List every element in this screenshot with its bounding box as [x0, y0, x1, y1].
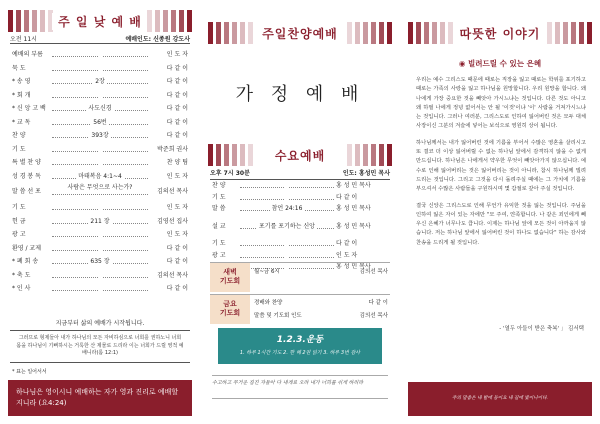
- evening-service-panel: [200, 0, 400, 424]
- order-row: [10, 170, 190, 184]
- wednesday-person: 다 같 이: [336, 240, 358, 247]
- dawn-prayer-tag: [210, 263, 250, 292]
- order-detail: [52, 89, 148, 103]
- order-row: [10, 48, 190, 62]
- order-detail: 56번: [93, 118, 107, 126]
- order-row: [10, 255, 190, 269]
- order-row: [10, 143, 190, 157]
- order-row: [10, 62, 190, 76]
- order-item: 광 고: [12, 231, 26, 238]
- order-row: [10, 75, 190, 89]
- order-detail: [52, 48, 148, 62]
- wednesday-item: 찬 양: [212, 182, 226, 189]
- friday-leader-2: 김의선 목사: [359, 313, 388, 319]
- dawn-line: [254, 266, 388, 278]
- wednesday-person: 홍 성 민 목사: [336, 222, 371, 230]
- order-detail: [52, 228, 148, 242]
- order-item: * 교 독: [12, 118, 31, 126]
- wednesday-person: 인 도 자: [336, 251, 358, 259]
- standing-note: * 표는 일어서서: [12, 369, 47, 375]
- wednesday-row: [210, 221, 390, 233]
- order-item: 묵 도: [12, 64, 26, 72]
- wednesday-item: 설 교: [212, 222, 226, 230]
- order-person: 인 도 자: [166, 51, 188, 58]
- sunday-service-title: 주 일 낮 예 배: [52, 13, 148, 30]
- dawn-tag-line2: 기도회: [219, 277, 241, 285]
- order-person: 김의선 목사: [157, 188, 188, 195]
- friday-line-2: [254, 310, 388, 322]
- story-body: [416, 76, 586, 255]
- order-detail: 마태복음 4:1~4: [78, 172, 122, 180]
- friday-prayer-tag: [210, 295, 250, 324]
- order-row: [10, 116, 190, 130]
- order-detail: 635 장: [90, 258, 110, 265]
- order-person: 다 같 이: [166, 91, 188, 99]
- wednesday-meta: [210, 168, 390, 180]
- story-heading-text: 빌려드릴 수 있는 은혜: [468, 59, 542, 68]
- wednesday-item: 기 도: [212, 240, 226, 247]
- bullet-icon: ◉: [458, 59, 469, 68]
- order-person: 다 같 이: [166, 285, 188, 292]
- order-person: 김영선 집사: [157, 217, 188, 225]
- order-detail: 사람은 무엇으로 사는가?: [67, 184, 133, 191]
- footer-verse-bar-right: 주의 말씀은 내 발에 등이요 내 길에 빛이니이다.: [408, 382, 592, 416]
- order-item: * 인 사: [12, 285, 31, 292]
- story-paragraph: 결국 신앙은 그리스도로 인해 무언가 유익한 것을 잃는 것입니다. 주님을 인하여 잃은 자이 있는 자에만 "모 주여, 얀족합니다. 나 같은 죄인에게 빼우신 은혜가 너무나도 큽니다. 이제는 하나님 앞에 모든 것이 아까웁지 않습니다. 저는 하나님 앞에서 잃어버린 것이 하나도 없습니다" 하는 감사와 찬송을 드리게 될 것입니다.: [416, 202, 586, 246]
- evening-service-title: 주일찬양예배: [256, 25, 344, 42]
- wednesday-person: 홍 성 민 목사: [336, 263, 371, 270]
- order-detail: [52, 156, 148, 170]
- order-person: 다 같 이: [166, 244, 188, 252]
- friday-tag-line1: 금요: [223, 300, 237, 308]
- wednesday-item: 말 씀: [212, 205, 226, 212]
- wednesday-detail: 포기를 포기하는 신앙: [259, 222, 315, 230]
- closing-text: 지금부터 삶의 예배가 시작됩니다.: [55, 320, 145, 327]
- movement-title: 1.2.3.운동: [276, 335, 324, 345]
- story-banner: [408, 22, 592, 44]
- order-row: [10, 228, 190, 242]
- evening-service-banner: [208, 22, 392, 44]
- wednesday-row: [210, 180, 390, 192]
- scripture-verse: 그러므로 형제들아 내가 하나님의 모든 자비하심으로 너희를 권하노니 너희 몸을 하나님이 기뻐하시는 거룩한 산 제물로 드리라 이는 너희가 드릴 영적 예배니라(롬 12:1): [10, 330, 190, 363]
- order-row: [10, 129, 190, 143]
- order-row: [10, 215, 190, 229]
- wednesday-time: 오후 7시 30분: [210, 170, 250, 177]
- friday-item-2: 말씀 및 기도회 인도: [254, 313, 302, 319]
- order-item: 특 별 찬 양: [12, 159, 41, 166]
- order-person: 다 같 이: [166, 105, 188, 112]
- sunday-service-panel: [0, 0, 200, 424]
- order-detail: 사도신경: [88, 105, 112, 112]
- order-item: 기 도: [12, 145, 26, 153]
- footer-verse-bar: 하나님은 영이시니 예배하는 자가 영과 진리로 예배할지니라 (요4:24): [8, 380, 192, 416]
- order-person: 다 같 이: [166, 132, 188, 139]
- service-meta: [10, 34, 190, 44]
- order-row: [10, 242, 190, 256]
- order-row: [10, 269, 190, 283]
- leader-dots: [52, 194, 148, 195]
- movement-subtitle: 1. 하루 1시간 기도 2. 한 해 2권 읽기 3. 하루 3번 감사: [239, 350, 361, 356]
- order-person: 다 같 이: [166, 78, 188, 85]
- order-item: 찬 양: [12, 132, 26, 139]
- order-row: [10, 201, 190, 215]
- wednesday-detail: [240, 250, 334, 262]
- wednesday-detail: [240, 180, 334, 192]
- order-item: 환영 / 교제: [12, 244, 42, 252]
- order-person: 다 같 이: [166, 118, 188, 126]
- order-row: [10, 102, 190, 116]
- order-item: * 회 개: [12, 91, 31, 99]
- order-detail: 393장: [91, 132, 109, 139]
- dawn-prayer-box: [210, 262, 390, 292]
- wednesday-row: [210, 203, 390, 215]
- order-person: 인 도 자: [166, 204, 188, 211]
- order-row: [10, 89, 190, 103]
- service-time: 오전 11시: [10, 36, 37, 43]
- order-item: 말 씀 선 포: [12, 188, 41, 195]
- order-person: 다 같 이: [166, 258, 188, 265]
- order-person: 다 같 이: [166, 64, 188, 72]
- order-detail: [52, 143, 148, 157]
- order-row: [10, 156, 190, 170]
- order-person: 김의선 목사: [157, 271, 188, 279]
- story-heading: [400, 58, 600, 69]
- order-detail: [52, 269, 148, 283]
- wednesday-service-banner: [208, 144, 392, 166]
- order-row: [10, 282, 190, 296]
- wednesday-detail: [240, 238, 334, 250]
- order-item: * 축 도: [12, 271, 31, 279]
- story-source: - '열두 아들이 받은 축복' 」 김서택: [499, 326, 584, 332]
- wednesday-row: [210, 238, 390, 250]
- sunday-service-banner: [8, 10, 192, 32]
- order-item: 기 도: [12, 204, 26, 211]
- wednesday-person: 홍 성 민 목사: [336, 205, 371, 212]
- order-detail: 2장: [95, 78, 105, 85]
- wednesday-detail: 참언 24:16: [271, 205, 303, 212]
- order-detail: 211 장: [90, 217, 110, 225]
- movement-banner: [218, 328, 382, 364]
- wednesday-order: [210, 168, 390, 273]
- order-detail: [52, 62, 148, 76]
- order-item: 헌 금: [12, 217, 26, 225]
- order-item: 예배의 부름: [12, 51, 43, 58]
- order-item: 성 경 봉 독: [12, 172, 41, 180]
- wednesday-detail: [240, 192, 334, 204]
- order-item: * 송 영: [12, 78, 31, 85]
- wednesday-person: 홍 성 민 목사: [336, 182, 371, 189]
- friday-line-1: [254, 297, 388, 309]
- wednesday-order-list: [210, 180, 390, 273]
- order-item: * 신 앙 고 백: [12, 105, 46, 112]
- service-leader: 예배인도: 신종원 강도사: [125, 36, 190, 43]
- story-paragraph: 하나님께서는 내가 잃어버린 것에 기름을 부어서 수많은 영혼을 살리시고 또 결코 더 이상 잃어버릴 수 없는 하나님 앞에서 감격하지 않을 수 없게 만드십니다. 하나님은 나에게서 약우한 무엇이 빼앗아가지 않으십니다. 예수로 인해 잃어버리는 것은 잃어버리는 것이 아니라, 참시 하나님께 빌려드리는 것입니다. 그리고 그것을 다시 돌려주실 때에는 그 가치에 기름을 부으셔서 수많은 사람들을 구원하시며 몇 갑절로 갚아 주실 것입니다.: [416, 139, 586, 193]
- order-person: 인 도 자: [166, 172, 188, 180]
- friday-leader-1: 다 같 이: [368, 300, 388, 306]
- order-row: [10, 183, 190, 201]
- dawn-leader: 김의선 목사: [359, 269, 388, 275]
- order-item: * 폐 회 송: [12, 258, 39, 265]
- family-worship-title: 가 정 예 배: [235, 84, 365, 105]
- friday-tag-line2: 기도회: [219, 309, 241, 317]
- order-detail: [52, 282, 148, 296]
- dawn-tag-line1: 새벽: [223, 268, 237, 276]
- story-paragraph: 우리는 예수 그리스도 때문에 때로는 직장을 잃고 때로는 학위를 포기하고 때로는 가족의 사랑을 잃고 하나님을 원망합니다. 우리 원망을 합니다. 왜 나에게 가장 중요한 것을 빼앗아 가시느냐는 것입니다. 다른 것도 아니고 왜 하필 나에게 정녕 없어서는 안 될 '이것'이냐 '이' 사람을 거져가시느냐는 것입니다. 그러나 여러분, 그리스도로 인하여 잃어버린 것은 모두 대체사장이신 그분의 겨슬에 넣어는 보석으로 영원히 상이 됩니다.: [416, 77, 586, 130]
- wednesday-leader: 인도: 홍성민 목사: [342, 170, 390, 177]
- invitation-verse: 수고하고 무거운 짐진 자들아 다 내게로 오라 내가 너희를 쉬게 하리라: [212, 375, 388, 399]
- wednesday-person: 다 같 이: [336, 193, 358, 201]
- wednesday-row: [210, 192, 390, 204]
- order-detail: [52, 201, 148, 215]
- wednesday-item: 광 고: [212, 251, 226, 259]
- wednesday-service-title: 수요예배: [269, 147, 331, 164]
- story-title: 따뜻한 이야기: [454, 25, 547, 42]
- order-detail: [52, 242, 148, 256]
- dawn-schedule: 월~금 6시: [254, 269, 280, 275]
- wednesday-row: [210, 250, 390, 262]
- story-panel: [400, 0, 600, 424]
- worship-order-list: [10, 48, 190, 296]
- wednesday-item: 기 도: [212, 193, 226, 201]
- order-person: 찬 양 팀: [166, 159, 188, 166]
- order-person: 박준희 권사: [157, 145, 188, 153]
- order-person: 인 도 자: [166, 231, 188, 238]
- friday-item-1: 경배와 찬양: [254, 300, 283, 306]
- friday-prayer-box: [210, 294, 390, 324]
